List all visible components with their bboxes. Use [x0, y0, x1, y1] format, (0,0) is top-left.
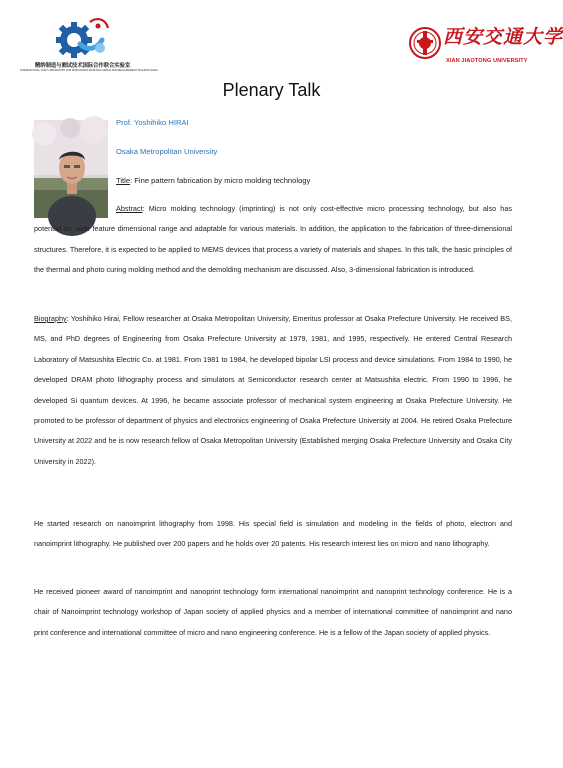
page-title: Plenary Talk — [222, 80, 321, 100]
lab-logo — [20, 14, 158, 76]
talk-title — [116, 176, 310, 185]
university-logo — [409, 18, 563, 74]
speaker-name: Prof. Yoshihiko HIRAI — [116, 118, 189, 127]
biography-paragraph — [34, 309, 512, 472]
talk-title-label: Title — [116, 176, 131, 185]
abstract-text: : Micro molding technology (imprinting) is not only cost-effective micro processing technology, but also has potential for wide feature dimensional range and adaptable for various materials. In addition, the application to the fabrication of three-dimensional structures. Therefore, it is expected to be applied to MEMS devices that process a variety of materials and shapes. In this talk, the basic principles of the thermal and photo curing molding method and the demolding mechanism are discussed. Also, 3-dimensional fabrication is introduced. — [34, 204, 512, 275]
awards-paragraph: He received pioneer award of nanoimprint and nanoprint technology form international nanoimprint and nanoprint technology conference. He is a chair of Nanoimprint technology workshop of Japan society of applied physics and a member of international committee of nanoimprint and nano print conference and international committee of micro and nano engineering conference. He is a fellow of the Japan society of applied physics. — [34, 587, 512, 637]
abstract-label: Abstract — [116, 204, 143, 213]
university-name-cn: 西安交通大学 — [443, 26, 563, 48]
speaker-affiliation: Osaka Metropolitan University — [116, 147, 218, 156]
talk-title-value: : Fine pattern fabrication by micro molding technology — [130, 176, 311, 185]
abstract-paragraph — [34, 199, 512, 281]
university-name-en: XIAN JIAOTONG UNIVERSITY — [446, 58, 528, 64]
lab-name-en: INTERNATIONAL JOINT LABORATORY FOR MICRO/NANO MANUFACTURING AND MEASUREMENT TECHNOLOGIES — [20, 69, 158, 72]
gear-logo-icon — [54, 14, 112, 62]
lab-name-cn: 精纳制造与测试技术国际合作联合实验室 — [34, 63, 131, 69]
biography-label: Biography — [34, 314, 67, 323]
biography-text: : Yoshihiko Hirai, Fellow researcher at Osaka Metropolitan University, Emeritus professor at Osaka Prefecture University. He received BS, MS, and PhD degrees of Engineering from Osaka Prefecture University at 1979, 1981, and 1995, respectively. He entered Central Research Laboratory of Matsushita Electric Co. at 1981. From 1981 to 1984, he developed bipolar LSI process and device simulations. From 1984 to 1990, he developed DRAM photo lithography process and simulators at Semiconductor research center at Matsushita electric. From 1990 to 1996, he developed Si quantum devices. At 1996, he became associate professor of mechanical system engineering at Osaka Prefecture University. He promoted to be professor of department of physics and electronics engineering of Osaka Prefecture University at 2004. He retired Osaka Prefecture University at 2022 and he is now research fellow of Osaka Metropolitan University (Established merging Osaka Prefecture University and Osaka City University in 2022). — [34, 314, 512, 466]
research-paragraph: He started research on nanoimprint lithography from 1998. His special field is simulation and modeling in the fields of photo, electron and nanoimprint lithography. He published over 200 papers and he holds over 20 patents. His research interest lies on micro and nano lithography. — [34, 519, 512, 549]
university-seal-icon — [409, 18, 441, 68]
